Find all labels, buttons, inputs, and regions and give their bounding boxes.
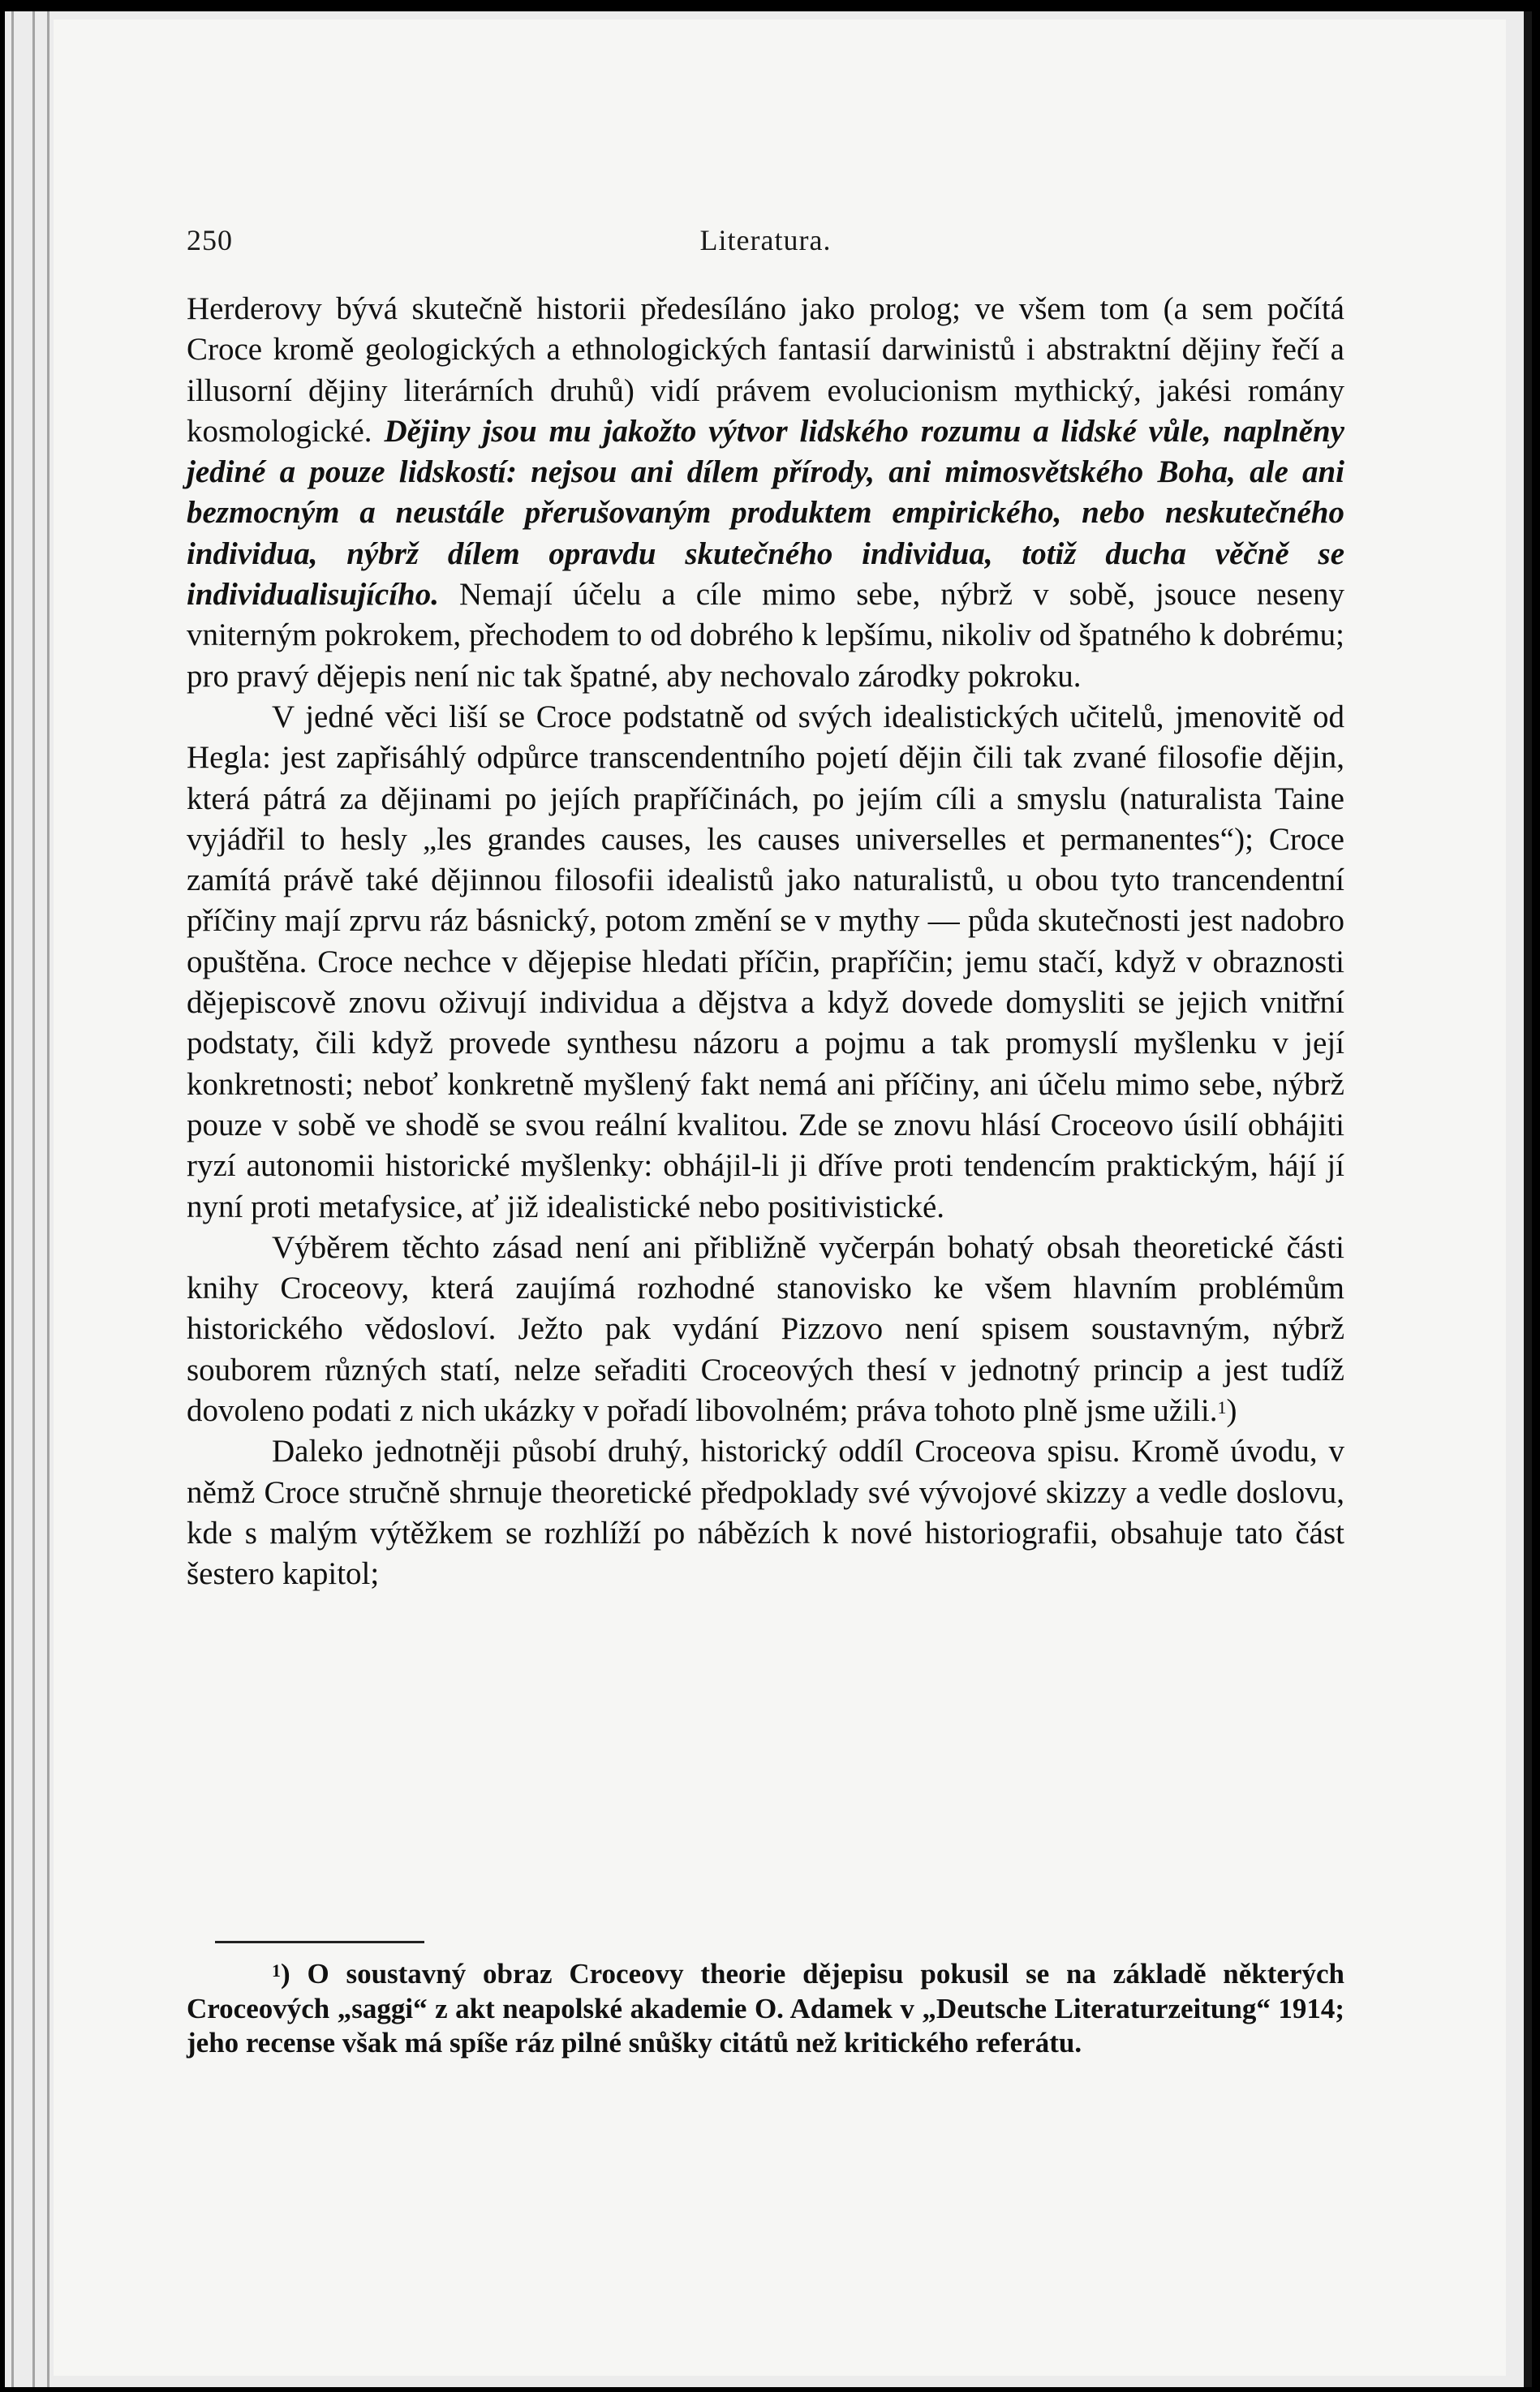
footnote-rule — [215, 1941, 424, 1943]
body-text — [187, 289, 1344, 1595]
page-number: 250 — [187, 224, 233, 256]
footnote-paragraph — [187, 1957, 1344, 2061]
paragraph-3 — [187, 1228, 1344, 1431]
footnote — [187, 1957, 1344, 2061]
footnote-mark: 1 — [272, 1960, 281, 1981]
running-head: Literatura. — [699, 224, 832, 256]
footnote-text: O soustavný obraz Croceovy theorie dějepisu pokusil se na základě některých Croceových „saggi“ z akt neapolské akademie O. Adamek v „Deutsche Literaturzeitung“ 1914; jeho recense však má spíše ráz pilné snůšky citátů než kritického referátu. — [187, 1958, 1344, 2059]
scan-edge-line — [11, 11, 14, 2387]
page-header — [187, 223, 1344, 272]
paragraph-1-lead: Herderovy bývá skutečně historii předesíláno jako prolog; ve všem tom (a sem počítá Croce kromě geologických a ethnologických fantasií darwinistů i abstraktní dějiny řečí a illusorní dějiny literárních druhů) vidí právem evolucionism mythický, jakési romány kosmologické. — [187, 291, 1344, 449]
paragraph-4: Daleko jednotněji působí druhý, historický oddíl Croceova spisu. Kromě úvodu, v němž Croce stručně shrnuje theoretické předpoklady své vývojové skizzy a vedle doslovu, kde s malým výtěžkem se rozhlíží po nábězích k nové historiografii, obsahuje tato část šestero kapitol; — [187, 1434, 1344, 1592]
footnote-mark-close: ) — [281, 1958, 290, 1990]
paragraph-1-tail: Nemají účelu a cíle mimo sebe, nýbrž v sobě, jsouce neseny vniterným pokrokem, přechodem to od dobrého k lepšímu, nikoliv od špatného k dobrému; pro pravý dějepis není nic tak špatné, aby nechovalo zárodky pokroku. — [187, 577, 1344, 694]
paragraph-2: V jedné věci liší se Croce podstatně od svých idealistických učitelů, jmenovitě od Hegla: jest zapřisáhlý odpůrce transcendentního pojetí dějin čili tak zvané filosofie dějin, která pátrá za dějinami po jejích prapříčinách, po jejím cíli a smyslu (naturalista Taine vyjádřil to hesly „les grandes causes, les causes universelles et permanentes“); Croce zamítá právě také dějinnou filosofii idealistů jako naturalistů, u obou tyto trancendentní příčiny mají zprvu ráz básnický, potom změní se v mythy — půda skutečnosti jest nadobro opuštěna. Croce nechce v dějepise hledati příčin, prapříčin; jemu stačí, když v obraznosti dějepiscově znovu oživují individua a dějstva a když dovede domysliti se jejich vnitřní podstaty, čili když provede synthesu názoru a pojmu a tak promyslí myšlenku v její konkretnosti; neboť konkretně myšlený fakt nemá ani příčiny, ani účelu mimo sebe, nýbrž pouze v sobě ve shodě se svou reální kvalitou. Zde se znovu hlásí Croceovo úsilí obhájiti ryzí autonomii historické myšlenky: obhájil-li ji dříve proti tendencím praktickým, hájí jí nyní proti metafysice, ať již idealistické nebo positivistické. — [187, 699, 1344, 1224]
scan-edge-line — [47, 11, 49, 2387]
footnote-reference: 1 — [1217, 1397, 1227, 1418]
scan-edge-line — [32, 11, 35, 2387]
paragraph-1-emphasis: Dějiny jsou mu jakožto výtvor lidského rozumu a lidské vůle, naplněny jediné a pouze lidskostí: nejsou ani dílem přírody, ani mimosvětského Boha, ale ani bezmocným a neustále přerušovaným produktem empirického, nebo neskutečného individua, nýbrž dílem opravdu skutečného individua, totiž ducha věčně se individualisujícího. — [187, 413, 1344, 613]
footnote-reference-close: ) — [1226, 1393, 1237, 1429]
paragraph-1 — [187, 289, 1344, 697]
paragraph-3-text: Výběrem těchto zásad není ani přibližně vyčerpán bohatý obsah theoretické části knihy Croceovy, která zaujímá rozhodné stanovisko ke všem hlavním problémům historického vědosloví. Ježto pak vydání Pizzovo není spisem soustavným, nýbrž souborem různých statí, nelze seřaditi Croceových thesí v jednotný princip a jest tudíž dovoleno podati z nich ukázky v pořadí libovolném; práva tohoto plně jsme užili. — [187, 1229, 1344, 1429]
